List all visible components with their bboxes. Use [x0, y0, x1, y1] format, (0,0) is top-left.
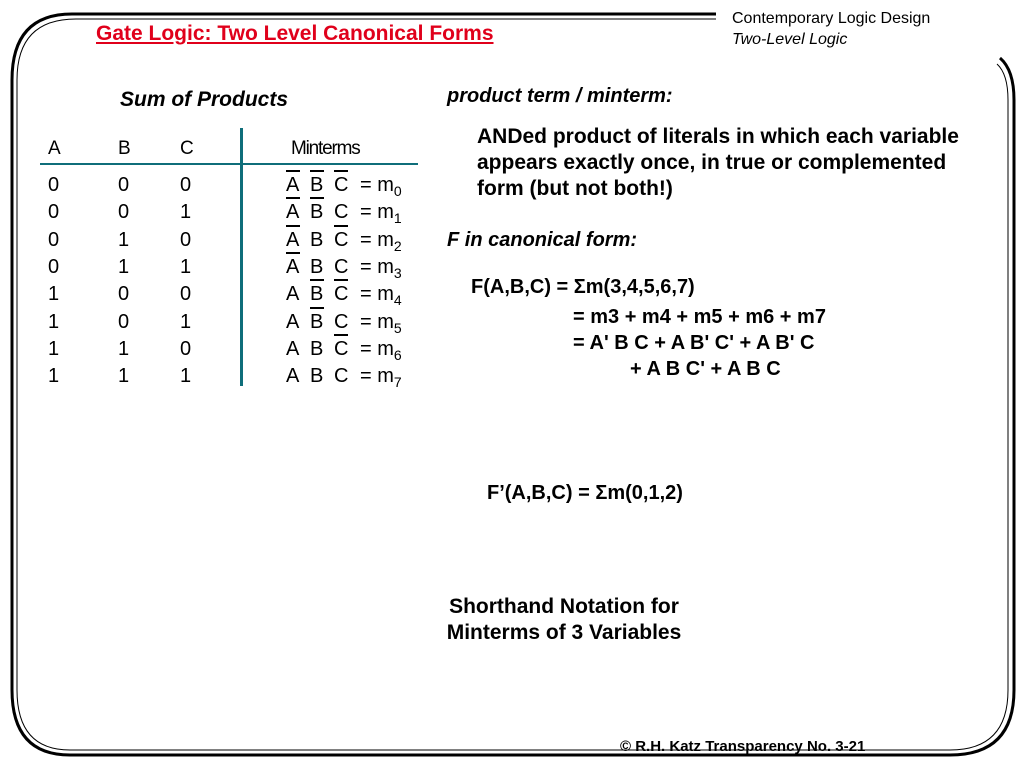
- cell-b: 1: [118, 256, 130, 278]
- minterm-symbol: m: [377, 174, 394, 196]
- literal: A: [286, 311, 300, 333]
- minterm-symbol: m: [377, 338, 394, 360]
- f-expanded-line2: + A B C' + A B C: [630, 358, 781, 380]
- cell-c: 1: [180, 365, 192, 387]
- minterm-index: 2: [393, 238, 402, 254]
- literal: B: [310, 311, 334, 334]
- f-minterm-sum: = m3 + m4 + m5 + m6 + m7: [573, 306, 826, 328]
- minterm-expression: [286, 229, 402, 254]
- cell-a: 0: [48, 229, 60, 251]
- f-complement-expression: F’(A,B,C) = Σm(0,1,2): [487, 482, 683, 504]
- minterm-expression: [286, 311, 402, 336]
- literal: A: [286, 174, 310, 197]
- minterm-expression: [286, 283, 402, 308]
- canonical-form-heading: F in canonical form:: [447, 229, 638, 251]
- cell-b: 1: [118, 229, 130, 251]
- literal: C: [334, 283, 358, 306]
- minterm-index: 3: [393, 265, 402, 281]
- literal: B: [310, 174, 334, 197]
- literal: B: [310, 229, 324, 251]
- literal: C: [334, 201, 349, 223]
- equals-sign: =: [360, 229, 372, 251]
- minterm-symbol: m: [377, 229, 394, 251]
- minterm-index: 0: [393, 183, 402, 199]
- cell-b: 1: [118, 338, 130, 360]
- footer-credit: © R.H. Katz Transparency No. 3-21: [620, 738, 866, 755]
- table-column-divider: [240, 128, 243, 386]
- cell-a: 1: [48, 283, 60, 305]
- shorthand-caption-line1: Shorthand Notation for: [449, 595, 679, 618]
- cell-b: 0: [118, 174, 130, 196]
- sum-of-products-heading: Sum of Products: [120, 88, 289, 111]
- literal: B: [310, 283, 334, 306]
- cell-b: 0: [118, 201, 130, 223]
- minterm-index: 1: [393, 210, 402, 226]
- literal: A: [286, 256, 310, 279]
- minterm-symbol: m: [377, 311, 394, 333]
- literal: B: [310, 338, 324, 360]
- literal: C: [334, 256, 349, 278]
- literal: C: [334, 174, 358, 197]
- table-header-divider: [40, 163, 418, 165]
- cell-c: 0: [180, 338, 192, 360]
- header-minterms: Minterms: [291, 138, 360, 159]
- cell-b: 0: [118, 311, 130, 333]
- minterm-symbol: m: [377, 283, 394, 305]
- literal: C: [334, 311, 349, 333]
- literal: A: [286, 201, 310, 224]
- minterm-expression: [286, 338, 402, 363]
- course-subtitle: Two-Level Logic: [732, 31, 848, 48]
- header-b: B: [118, 138, 131, 159]
- literal: B: [310, 365, 324, 387]
- equals-sign: =: [360, 365, 372, 387]
- header-c: C: [180, 138, 194, 159]
- cell-b: 1: [118, 365, 130, 387]
- minterm-index: 7: [393, 374, 402, 390]
- cell-c: 1: [180, 256, 192, 278]
- header-a: A: [48, 138, 61, 159]
- cell-c: 0: [180, 283, 192, 305]
- cell-c: 0: [180, 229, 192, 251]
- cell-a: 0: [48, 256, 60, 278]
- minterm-symbol: m: [377, 256, 394, 278]
- literal: A: [286, 338, 300, 360]
- cell-c: 1: [180, 311, 192, 333]
- minterm-index: 4: [393, 292, 402, 308]
- minterm-expression: [286, 174, 402, 199]
- cell-b: 0: [118, 283, 130, 305]
- cell-a: 1: [48, 338, 60, 360]
- f-sigma-expression: F(A,B,C) = Σm(3,4,5,6,7): [471, 276, 695, 298]
- literal: A: [286, 229, 310, 252]
- minterm-index: 5: [393, 320, 402, 336]
- equals-sign: =: [360, 256, 372, 278]
- literal: A: [286, 283, 300, 305]
- equals-sign: =: [360, 338, 372, 360]
- literal: C: [334, 338, 358, 361]
- minterm-index: 6: [393, 347, 402, 363]
- product-term-definition: ANDed product of literals in which each variable appears exactly once, in true or complemented form (but not both!): [477, 125, 959, 200]
- minterm-symbol: m: [377, 201, 394, 223]
- literal: B: [310, 201, 334, 224]
- equals-sign: =: [360, 174, 372, 196]
- minterm-expression: [286, 256, 402, 281]
- minterm-expression: [286, 201, 402, 226]
- cell-a: 1: [48, 365, 60, 387]
- minterm-expression: [286, 365, 402, 390]
- cell-a: 0: [48, 174, 60, 196]
- product-term-heading: product term / minterm:: [447, 85, 673, 107]
- literal: B: [310, 256, 324, 278]
- equals-sign: =: [360, 201, 372, 223]
- cell-a: 0: [48, 201, 60, 223]
- shorthand-caption-line2: Minterms of 3 Variables: [446, 621, 682, 644]
- cell-a: 1: [48, 311, 60, 333]
- cell-c: 1: [180, 201, 192, 223]
- course-title: Contemporary Logic Design: [732, 10, 931, 27]
- minterm-symbol: m: [377, 365, 394, 387]
- f-expanded-line1: = A' B C + A B' C' + A B' C: [573, 332, 815, 354]
- cell-c: 0: [180, 174, 192, 196]
- literal: C: [334, 365, 349, 387]
- literal: C: [334, 229, 358, 252]
- literal: A: [286, 365, 300, 387]
- equals-sign: =: [360, 283, 372, 305]
- slide-title: Gate Logic: Two Level Canonical Forms: [96, 22, 494, 45]
- equals-sign: =: [360, 311, 372, 333]
